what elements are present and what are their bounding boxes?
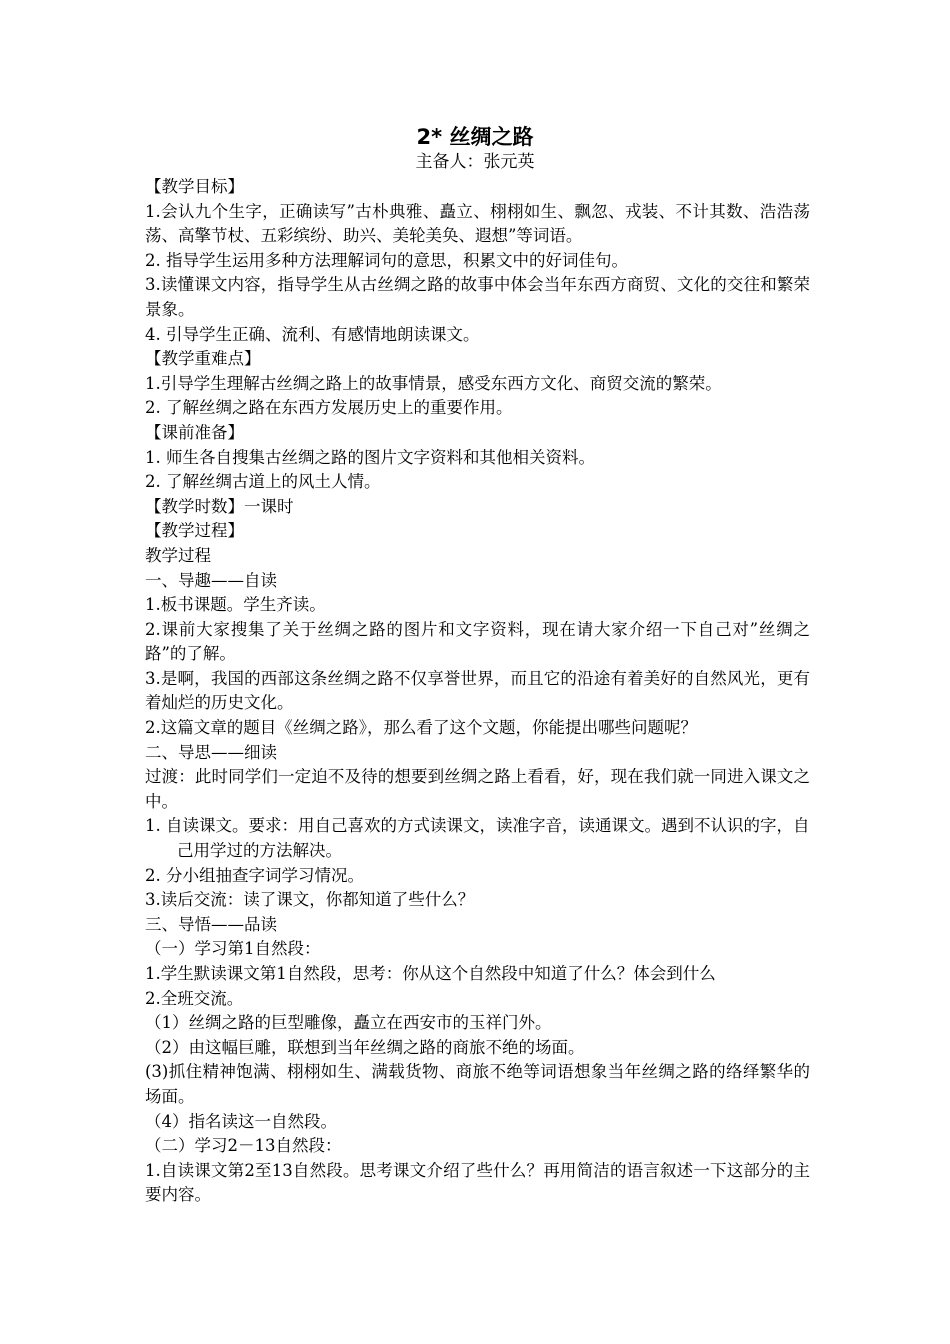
text-line: 2. 了解丝绸古道上的风土人情。 — [145, 472, 381, 492]
text-line: 3.读懂课文内容，指导学生从古丝绸之路的故事中体会当年东西方商贸、文化的交往和繁荣景象。 — [145, 275, 810, 319]
text-line: （2）由这幅巨雕，联想到当年丝绸之路的商旅不绝的场面。 — [145, 1037, 585, 1057]
document-author: 主备人：张元英 — [415, 152, 535, 172]
text-line: 教学过程 — [145, 545, 211, 565]
text-line: 1.会认九个生字，正确读写”古朴典雅、矗立、栩栩如生、飘忽、戎装、不计其数、浩浩荡荡、高擎节杖、五彩缤纷、助兴、美轮美奂、遐想”等词语。 — [145, 201, 810, 246]
text-line: （1）丝绸之路的巨型雕像，矗立在西安市的玉祥门外。 — [145, 1013, 552, 1033]
section-heading-key-points: 【教学重难点】 — [145, 349, 261, 369]
text-line: 1.自读课文第2至13自然段。思考课文介绍了些什么？再用简洁的语言叙述一下这部分的主要内容。 — [145, 1160, 810, 1205]
text-line: （一）学习第1自然段： — [145, 939, 321, 959]
subsection-heading: 三、导悟——品读 — [145, 914, 277, 934]
text-line: 2. 指导学生运用多种方法理解词句的意思，积累文中的好词佳句。 — [145, 250, 628, 270]
text-line: 2.全班交流。 — [145, 988, 244, 1008]
section-heading-objectives: 【教学目标】 — [145, 177, 244, 196]
section-heading-process: 【教学过程】 — [145, 521, 244, 541]
text-line: 4. 引导学生正确、流利、有感情地朗读课文。 — [145, 324, 480, 344]
text-line: (3)抓住精神饱满、栩栩如生、满载货物、商旅不绝等词语想象当年丝绸之路的络绎繁华的场面。 — [145, 1062, 810, 1106]
text-line: 1. 师生各自搜集古丝绸之路的图片文字资料和其他相关资料。 — [145, 447, 595, 467]
text-line: 2.这篇文章的题目《丝绸之路》，那么看了这个文题，你能提出哪些问题呢？ — [145, 718, 697, 738]
section-heading-preparation: 【课前准备】 — [145, 422, 244, 442]
text-line: 3.是啊，我国的西部这条丝绸之路不仅享誉世界，而且它的沿途有着美好的自然风光，更有着灿烂的历史文化。 — [145, 668, 810, 713]
document-title: 2* 丝绸之路 — [416, 125, 534, 149]
section-heading-hours: 【教学时数】一课时 — [145, 496, 294, 516]
document-body — [145, 175, 810, 1208]
text-line: 1. 自读课文。要求：用自己喜欢的方式读课文，读准字音，读通课文。遇到不认识的字，自己用学过的方法解决。 — [145, 816, 810, 861]
text-line: 过渡：此时同学们一定迫不及待的想要到丝绸之路上看看，好，现在我们就一同进入课文之中。 — [145, 767, 810, 811]
subsection-heading: 二、导思——细读 — [145, 742, 277, 762]
subsection-heading: 一、导趣——自读 — [145, 570, 277, 590]
text-line: 3.读后交流：读了课文，你都知道了些什么？ — [145, 890, 475, 910]
text-line: 2. 分小组抽查字词学习情况。 — [145, 865, 364, 885]
text-line: 1.引导学生理解古丝绸之路上的故事情景，感受东西方文化、商贸交流的繁荣。 — [145, 373, 722, 393]
text-line: （4）指名读这一自然段。 — [145, 1111, 337, 1131]
text-line: 2. 了解丝绸之路在东西方发展历史上的重要作用。 — [145, 398, 513, 418]
text-line: 2.课前大家搜集了关于丝绸之路的图片和文字资料，现在请大家介绍一下自己对”丝绸之路”的了解。 — [145, 619, 810, 664]
text-line: （二）学习2－13自然段： — [145, 1136, 342, 1156]
text-line: 1.板书课题。学生齐读。 — [145, 595, 326, 615]
text-line: 1.学生默读课文第1自然段，思考：你从这个自然段中知道了什么？体会到什么 — [145, 964, 716, 983]
